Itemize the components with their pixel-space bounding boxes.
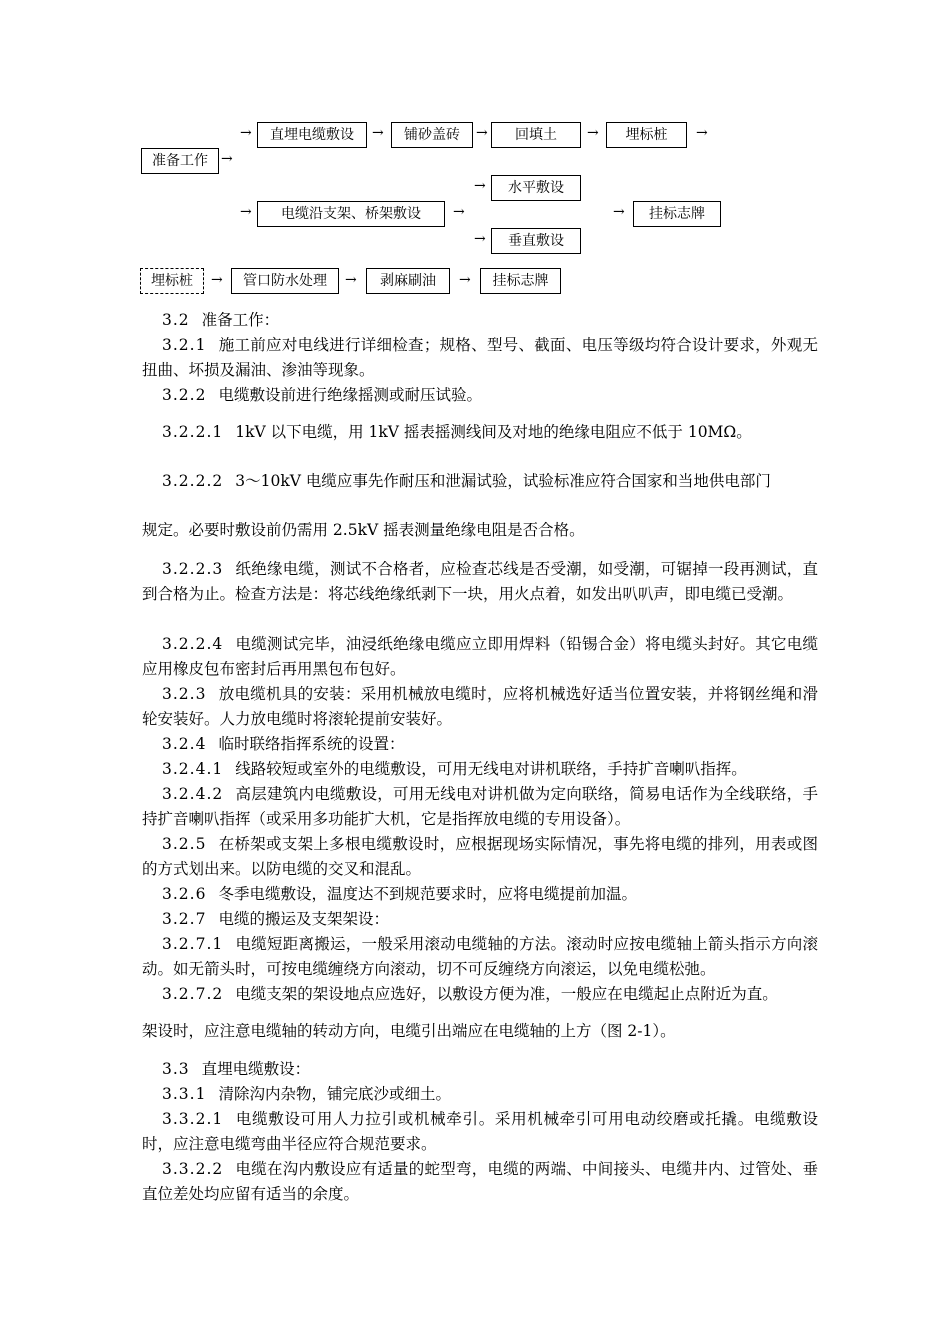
paragraph: 3.2.4.2 高层建筑内电缆敷设，可用无线电对讲机做为定向联络，简易电话作为全线联络，手持扩音喇叭指挥（或采用多功能扩大机，它是指挥放电缆的专用设备）。: [142, 785, 818, 828]
flow-arrow: →: [476, 125, 488, 141]
flow-arrow: →: [474, 231, 486, 247]
flow-box-vertical: 垂直敷设: [491, 228, 581, 254]
paragraph: 3.2.2.4 电缆测试完毕，油浸纸绝缘电缆应立即用焊料（铅锡合金）将电缆头封好。其它电缆应用橡皮包布密封后再用黑包布包好。: [142, 635, 818, 678]
flow-box-strip-paint: 剥麻刷油: [366, 268, 450, 294]
paragraph-continuation: 规定。必要时敷设前仍需用 2.5kV 摇表测量绝缘电阻是否合格。: [142, 521, 585, 539]
paragraph: 3.2.2.3 纸绝缘电缆，测试不合格者，应检查芯线是否受潮，如受潮，可锯掉一段再测试，直到合格为止。检查方法是：将芯线绝缘纸剥下一块，用火点着，如发出叭叭声，即电缆已受潮。: [142, 560, 818, 603]
paragraph: 3.2.2.1 1kV 以下电缆，用 1kV 摇表摇测线间及对地的绝缘电阻应不低于 10MΩ。: [162, 423, 752, 441]
flow-arrow: →: [221, 151, 233, 167]
paragraph: 3.2.3 放电缆机具的安装：采用机械放电缆时，应将机械选好适当位置安装，并将钢丝绳和滑轮安装好。人力放电缆时将滚轮提前安装好。: [142, 685, 818, 728]
flow-box-marker-post: 埋标桩: [606, 122, 687, 148]
paragraph: 3.3.1 清除沟内杂物，铺完底沙或细土。: [162, 1085, 451, 1103]
flow-arrow: →: [613, 204, 625, 220]
paragraph: 3.3.2.1 电缆敷设可用人力拉引或机械牵引。采用机械牵引可用电动绞磨或托撬。电缆敷设时，应注意电缆弯曲半径应符合规范要求。: [142, 1110, 818, 1153]
paragraph: 3.2.7.2 电缆支架的架设地点应选好，以敷设方便为准，一般应在电缆起止点附近为直。: [162, 985, 778, 1003]
section-heading: 3.2.7 电缆的搬运及支架架设：: [162, 910, 389, 928]
section-heading: 3.2 准备工作：: [162, 311, 280, 329]
flow-box-tray-laying: 电缆沿支架、桥架敷设: [257, 201, 445, 227]
flow-box-horizontal: 水平敷设: [491, 175, 581, 201]
flow-arrow: →: [587, 125, 599, 141]
flow-box-hang-sign-2: 挂标志牌: [480, 268, 561, 294]
paragraph: 3.2.6 冬季电缆敷设，温度达不到规范要求时，应将电缆提前加温。: [162, 885, 637, 903]
flow-box-direct-burial: 直埋电缆敷设: [257, 122, 367, 148]
flow-box-hang-sign: 挂标志牌: [633, 201, 721, 227]
flow-arrow: →: [696, 125, 708, 141]
flow-box-start: 准备工作: [141, 148, 219, 174]
paragraph: 3.2.1 施工前应对电线进行详细检查；规格、型号、截面、电压等级均符合设计要求，外观无扭曲、坏损及漏油、渗油等现象。: [142, 336, 818, 379]
flow-box-pipe-waterproof: 管口防水处理: [231, 268, 339, 294]
paragraph: 3.3.2.2 电缆在沟内敷设应有适量的蛇型弯，电缆的两端、中间接头、电缆井内、过管处、垂直位差处均应留有适当的余度。: [142, 1160, 818, 1203]
flow-arrow: →: [372, 125, 384, 141]
paragraph: 3.2.2.2 3～10kV 电缆应事先作耐压和泄漏试验，试验标准应符合国家和当地供电部门: [162, 472, 771, 490]
paragraph: 3.2.5 在桥架或支架上多根电缆敷设时，应根据现场实际情况，事先将电缆的排列，用表或图的方式划出来。以防电缆的交叉和混乱。: [142, 835, 818, 878]
section-heading: 3.2.4 临时联络指挥系统的设置：: [162, 735, 405, 753]
section-heading: 3.3 直埋电缆敷设：: [162, 1060, 311, 1078]
paragraph: 3.2.4.1 线路较短或室外的电缆敷设，可用无线电对讲机联络，手持扩音喇叭指挥。: [162, 760, 747, 778]
flow-arrow: →: [474, 178, 486, 194]
flow-arrow: →: [453, 204, 465, 220]
flow-box-marker-post-dashed: 埋标桩: [140, 268, 204, 294]
paragraph: 3.2.2 电缆敷设前进行绝缘摇测或耐压试验。: [162, 386, 482, 404]
flow-box-sand-brick: 铺砂盖砖: [391, 122, 473, 148]
flow-box-backfill: 回填土: [491, 122, 581, 148]
paragraph-continuation: 架设时，应注意电缆轴的转动方向，电缆引出端应在电缆轴的上方（图 2-1）。: [142, 1022, 676, 1040]
flow-arrow: →: [345, 272, 357, 288]
flow-arrow: →: [459, 272, 471, 288]
paragraph: 3.2.7.1 电缆短距离搬运，一般采用滚动电缆轴的方法。滚动时应按电缆轴上箭头指示方向滚动。如无箭头时，可按电缆缠绕方向滚动，切不可反缠绕方向滚运，以免电缆松弛。: [142, 935, 818, 978]
flow-arrow: →: [240, 204, 252, 220]
flow-arrow: →: [240, 125, 252, 141]
flow-arrow: →: [211, 272, 223, 288]
